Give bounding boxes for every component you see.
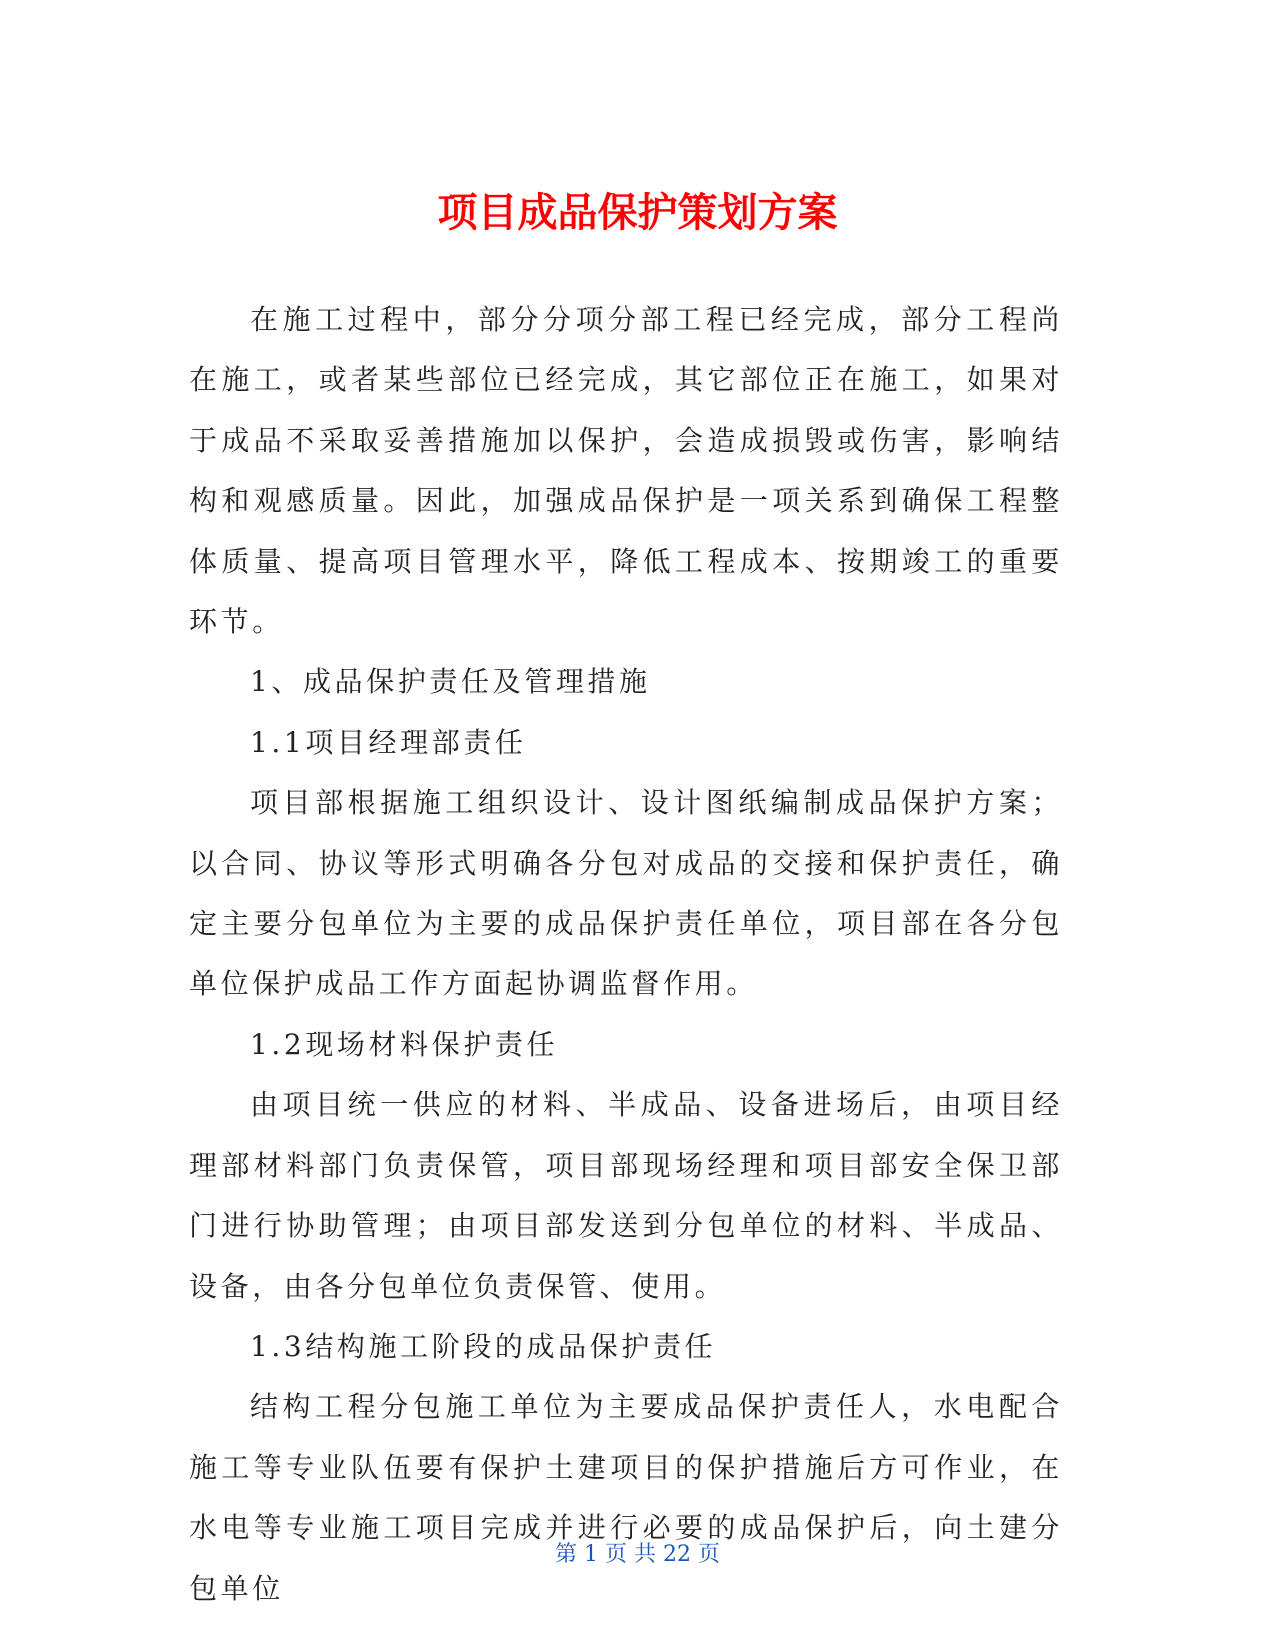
- section-heading-1-1: 1.1项目经理部责任: [250, 725, 527, 759]
- paragraph-1-2: 由项目统一供应的材料、半成品、设备进场后，由项目经理部材料部门负责保管，项目部现场经理和项目部安全保卫部门进行协助管理；由项目部发送到分包单位的材料、半成品、设备，由各分包单位负责保管、使用。: [189, 1088, 1063, 1303]
- paragraph-1-1: 项目部根据施工组织设计、设计图纸编制成品保护方案；以合同、协议等形式明确各分包对成品的交接和保护责任，确定主要分包单位为主要的成品保护责任单位，项目部在各分包单位保护成品工作方面起协调监督作用。: [189, 786, 1063, 1001]
- page-title: 项目成品保护策划方案: [437, 189, 838, 236]
- paragraph-intro: 在施工过程中，部分分项分部工程已经完成，部分工程尚在施工，或者某些部位已经完成，其它部位正在施工，如果对于成品不采取妥善措施加以保护，会造成损毁或伤害，影响结构和观感质量。因此，加强成品保护是一项关系到确保工程整体质量、提高项目管理水平，降低工程成本、按期竣工的重要环节。: [189, 303, 1063, 639]
- paragraph-1-3: 结构工程分包施工单位为主要成品保护责任人，水电配合施工等专业队伍要有保护土建项目的保护措施后方可作业，在水电等专业施工项目完成并进行必要的成品保护后，向土建分包单位: [189, 1390, 1063, 1605]
- document-body: [189, 290, 1063, 1619]
- section-heading-1: 1、成品保护责任及管理措施: [250, 665, 651, 699]
- section-heading-1-3: 1.3结构施工阶段的成品保护责任: [250, 1329, 717, 1363]
- page-footer: 第 1 页 共 22 页: [555, 1542, 720, 1567]
- section-heading-1-2: 1.2现场材料保护责任: [250, 1027, 559, 1061]
